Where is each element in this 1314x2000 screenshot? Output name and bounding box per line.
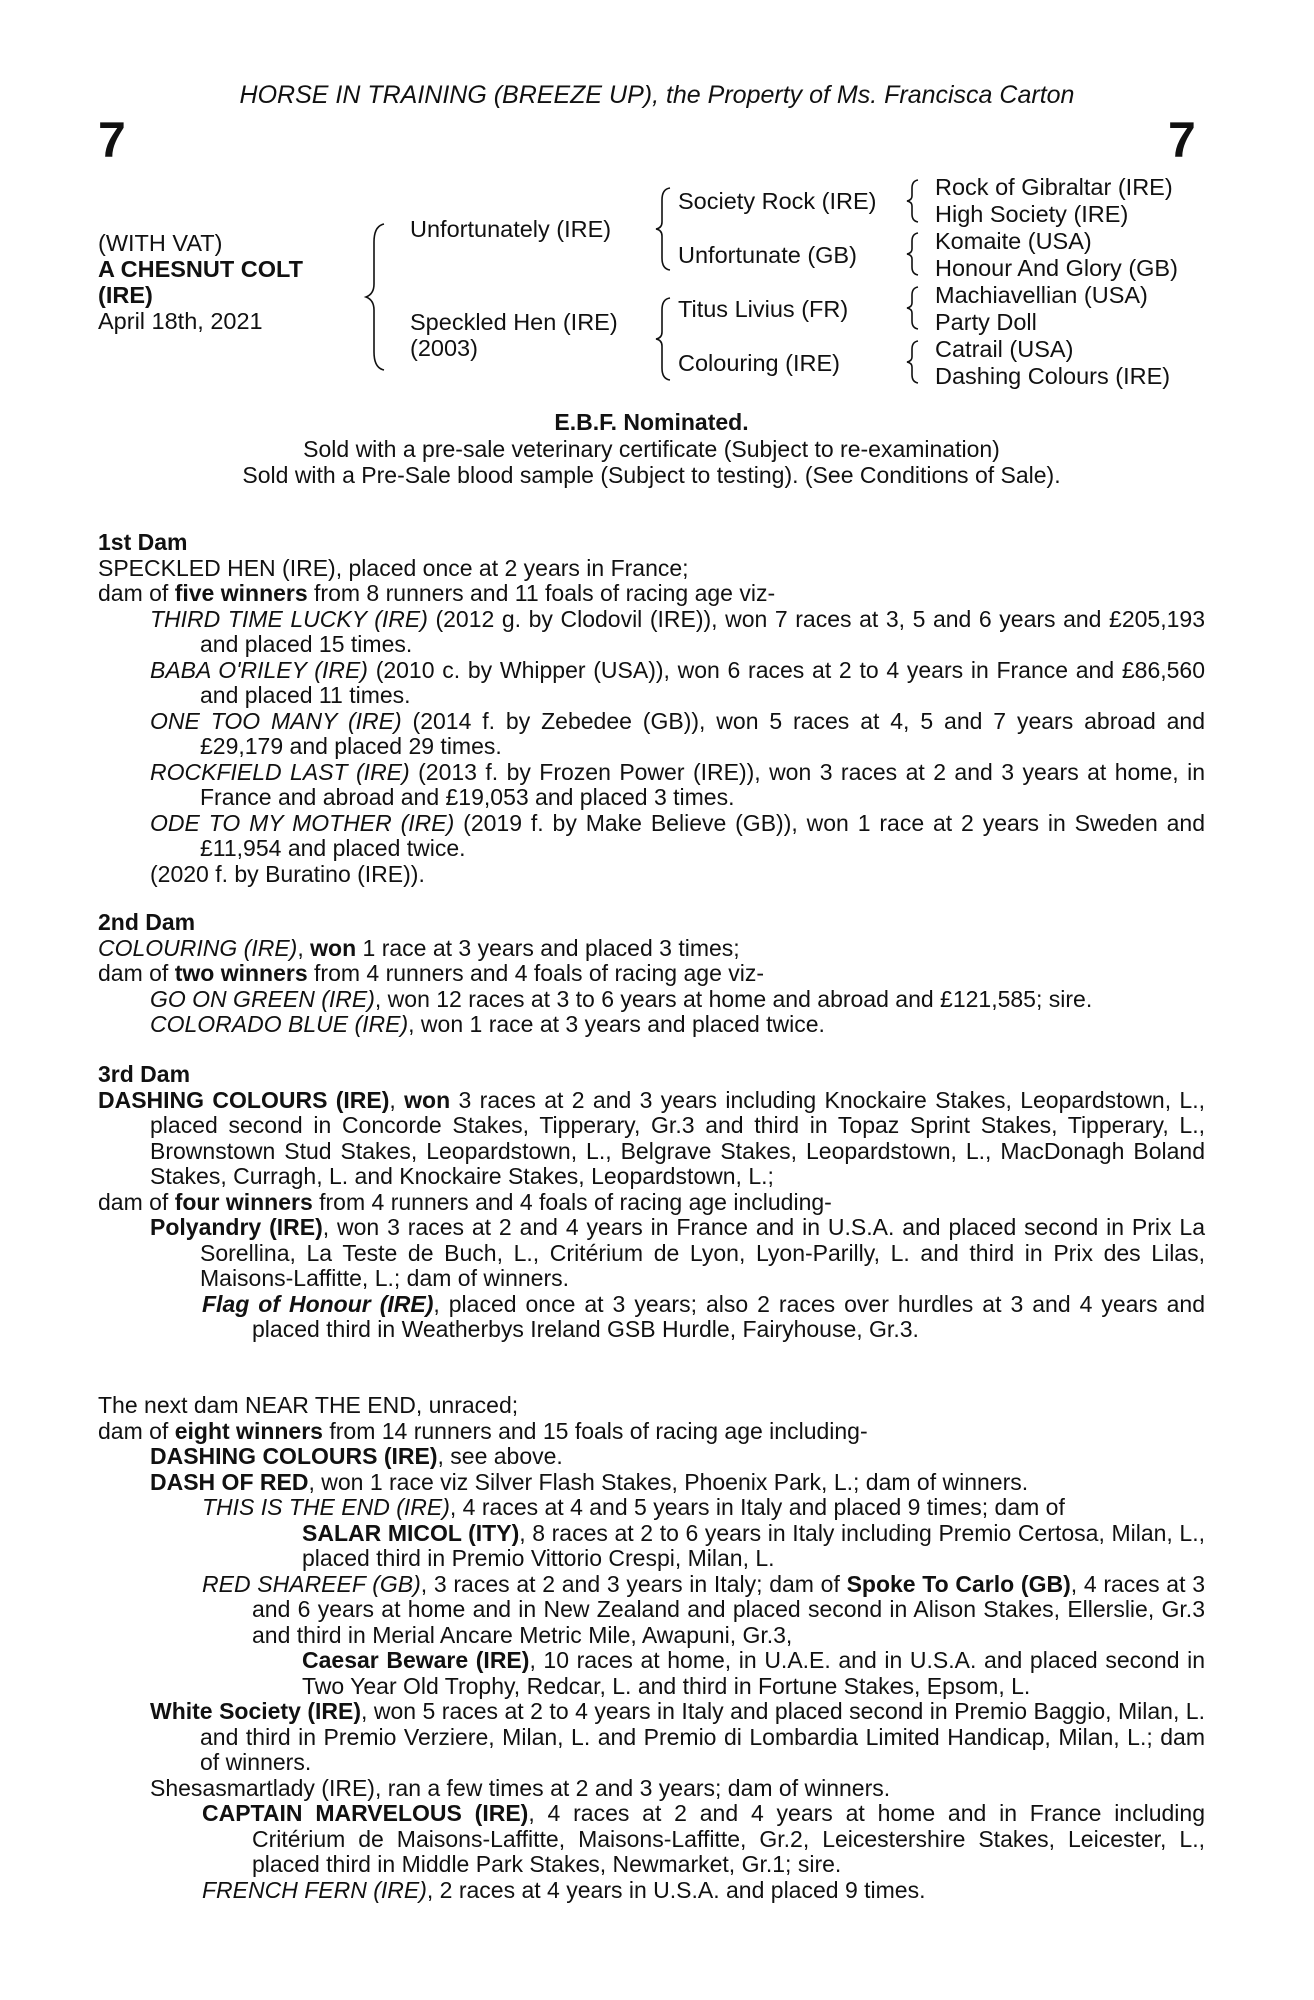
pedigree-bracket-sire [656,186,676,272]
produce-entry: ODE TO MY MOTHER (IRE) (2019 f. by Make Believe (GB)), won 1 race at 2 years in Sweden and £11,954 and placed twice. [150,809,1206,861]
produce-entry: COLORADO BLUE (IRE), won 1 race at 3 years and placed twice. [150,1011,825,1037]
lot-vat: (WITH VAT) [98,230,223,256]
second-dam-produce-intro: dam of two winners from 4 runners and 4 foals of racing age viz- [98,960,765,986]
third-dam-section [98,1062,1205,1343]
produce-entry: DASH OF RED, won 1 race viz Silver Flash Stakes, Phoenix Park, L.; dam of winners. [150,1468,1029,1495]
produce-entry: THIRD TIME LUCKY (IRE) (2012 g. by Clodovil (IRE)), won 7 races at 3, 5 and 6 years and £205,193 and placed 15 times. [150,605,1205,657]
ebf-note: E.B.F. Nominated. [554,409,749,435]
produce-entry: Polyandry (IRE), won 3 races at 2 and 4 years in France and in U.S.A. and placed second in Prix La Sorellina, La Teste de Buch, L., Critérium de Lyon, Lyon-Parilly, L. and third in Prix des Lilas, Maisons-Laffitte, L.; dam of winners. [150,1214,1205,1291]
next-dam-produce-intro: dam of eight winners from 14 runners and 15 foals of racing age including- [98,1417,868,1444]
pedigree-ddd: Dashing Colours (IRE) [935,363,1171,389]
lot-name-line1: A CHESNUT COLT [98,256,303,282]
blood-note: Sold with a Pre-Sale blood sample (Subject to testing). (See Conditions of Sale). [242,462,1061,488]
pedigree-dam-sire: Titus Livius (FR) [678,296,849,322]
produce-entry: Shesasmartlady (IRE), ran a few times at 2 and 3 years; dam of winners. [150,1774,891,1801]
produce-entry: THIS IS THE END (IRE), 4 races at 4 and 5 years in Italy and placed 9 times; dam of [202,1494,1065,1520]
pedigree-bracket-ds [906,285,922,331]
lot-name-line2: (IRE) [98,282,153,308]
pedigree-sire: Unfortunately (IRE) [410,216,612,242]
produce-entry: (2020 f. by Buratino (IRE)). [150,860,425,887]
third-dam-intro: DASHING COLOURS (IRE), won 3 races at 2 and 3 years including Knockaire Stakes, Leopardstown, L., placed second in Concorde Stakes, Tipperary, Gr.3 and third in Topaz Sprint Stakes, Tipperary, L., Brownstown Stud Stakes, Leopardstown, L., Belgrave Stakes, Leopardstown, L., MacDonagh Boland Stakes, Curragh, L. and Knockaire Stakes, Leopardstown, L.; [98,1086,1206,1189]
pedigree-bracket-dd [906,339,922,385]
pedigree-bracket-sd [906,231,922,277]
pedigree-sire-sire: Society Rock (IRE) [678,188,877,214]
pedigree-bracket-main [370,222,390,372]
pedigree-bracket-dam [656,296,676,382]
vet-note: Sold with a pre-sale veterinary certificate (Subject to re-examination) [303,436,1000,462]
second-dam-section [98,910,1205,1038]
third-dam-produce-intro: dam of four winners from 4 runners and 4 foals of racing age including- [98,1188,832,1215]
lot-number-left: 7 [98,112,126,168]
pedigree-dsd: Party Doll [935,309,1037,335]
produce-entry: FRENCH FERN (IRE), 2 races at 4 years in U.S.A. and placed 9 times. [202,1876,926,1903]
pedigree-dam-year: (2003) [410,335,478,361]
pedigree-dam-dam: Colouring (IRE) [678,350,840,376]
next-dam-intro: The next dam NEAR THE END, unraced; [98,1392,519,1418]
produce-entry: BABA O'RILEY (IRE) (2010 c. by Whipper (USA)), won 6 races at 2 to 4 years in France and £86,560 and placed 11 times. [150,656,1205,708]
pedigree-sss: Rock of Gibraltar (IRE) [935,174,1173,200]
produce-entry: ROCKFIELD LAST (IRE) (2013 f. by Frozen Power (IRE)), won 3 races at 2 and 3 years at home, in France and abroad and £19,053 and placed 3 times. [150,758,1205,810]
pedigree-sire-dam: Unfortunate (GB) [678,242,857,268]
pedigree-ssd: High Society (IRE) [935,201,1129,227]
produce-entry: CAPTAIN MARVELOUS (IRE), 4 races at 2 and 4 years at home and in France including Critérium de Maisons-Laffitte, Maisons-Laffitte, Gr.2, Leicestershire Stakes, Leicester, L., placed third in Middle Park Stakes, Newmarket, Gr.1; sire. [202,1800,1205,1877]
produce-entry: RED SHAREEF (GB), 3 races at 2 and 3 years in Italy; dam of Spoke To Carlo (GB), 4 races at 3 and 6 years at home and in New Zealand and placed second in Alison Stakes, Ellerslie, Gr.3 and third in Merial Ancare Metric Mile, Awapuni, Gr.3, [202,1570,1205,1648]
produce-entry: DASHING COLOURS (IRE), see above. [150,1443,563,1469]
lot-number-right: 7 [1168,112,1196,168]
produce-entry: SALAR MICOL (ITY), 8 races at 2 to 6 years in Italy including Premio Certosa, Milan, L., placed third in Premio Vittorio Crespi, Milan, L. [302,1519,1205,1571]
produce-entry: GO ON GREEN (IRE), won 12 races at 3 to 6 years at home and abroad and £121,585; sire. [150,985,1093,1012]
page-title: HORSE IN TRAINING (BREEZE UP), the Property of Ms. Francisca Carton [239,81,1075,109]
produce-entry: ONE TOO MANY (IRE) (2014 f. by Zebedee (GB)), won 5 races at 4, 5 and 7 years abroad and £29,179 and placed 29 times. [150,707,1205,759]
pedigree-dam: Speckled Hen (IRE) [410,309,618,335]
third-dam-heading: 3rd Dam [98,1061,191,1087]
first-dam-section [98,530,1205,887]
produce-entry: Caesar Beware (IRE), 10 races at home, in U.A.E. and in U.S.A. and placed second in Two Year Old Trophy, Redcar, L. and third in Fortune Stakes, Epsom, L. [302,1647,1205,1699]
pedigree-sds: Komaite (USA) [935,228,1092,254]
first-dam-heading: 1st Dam [98,529,188,555]
lot-dob: April 18th, 2021 [98,308,263,334]
pedigree-bracket-ss [906,178,922,224]
pedigree-dds: Catrail (USA) [935,336,1074,362]
pedigree-sdd: Honour And Glory (GB) [935,255,1178,281]
next-dam-section [98,1393,1205,1903]
first-dam-intro: SPECKLED HEN (IRE), placed once at 2 years in France; [98,554,689,581]
second-dam-intro: COLOURING (IRE), won 1 race at 3 years and placed 3 times; [98,934,740,961]
second-dam-heading: 2nd Dam [98,909,196,935]
produce-entry: White Society (IRE), won 5 races at 2 to 4 years in Italy and placed second in Premio Baggio, Milan, L. and third in Premio Verziere, Milan, L. and Premio di Lombardia Limited Handicap, Milan, L.; dam of winners. [150,1698,1205,1775]
pedigree-dss: Machiavellian (USA) [935,282,1148,308]
first-dam-produce-intro: dam of five winners from 8 runners and 11 foals of racing age viz- [98,580,776,606]
produce-entry: Flag of Honour (IRE), placed once at 3 years; also 2 races over hurdles at 3 and 4 years and placed third in Weatherbys Ireland GSB Hurdle, Fairyhouse, Gr.3. [202,1290,1205,1342]
